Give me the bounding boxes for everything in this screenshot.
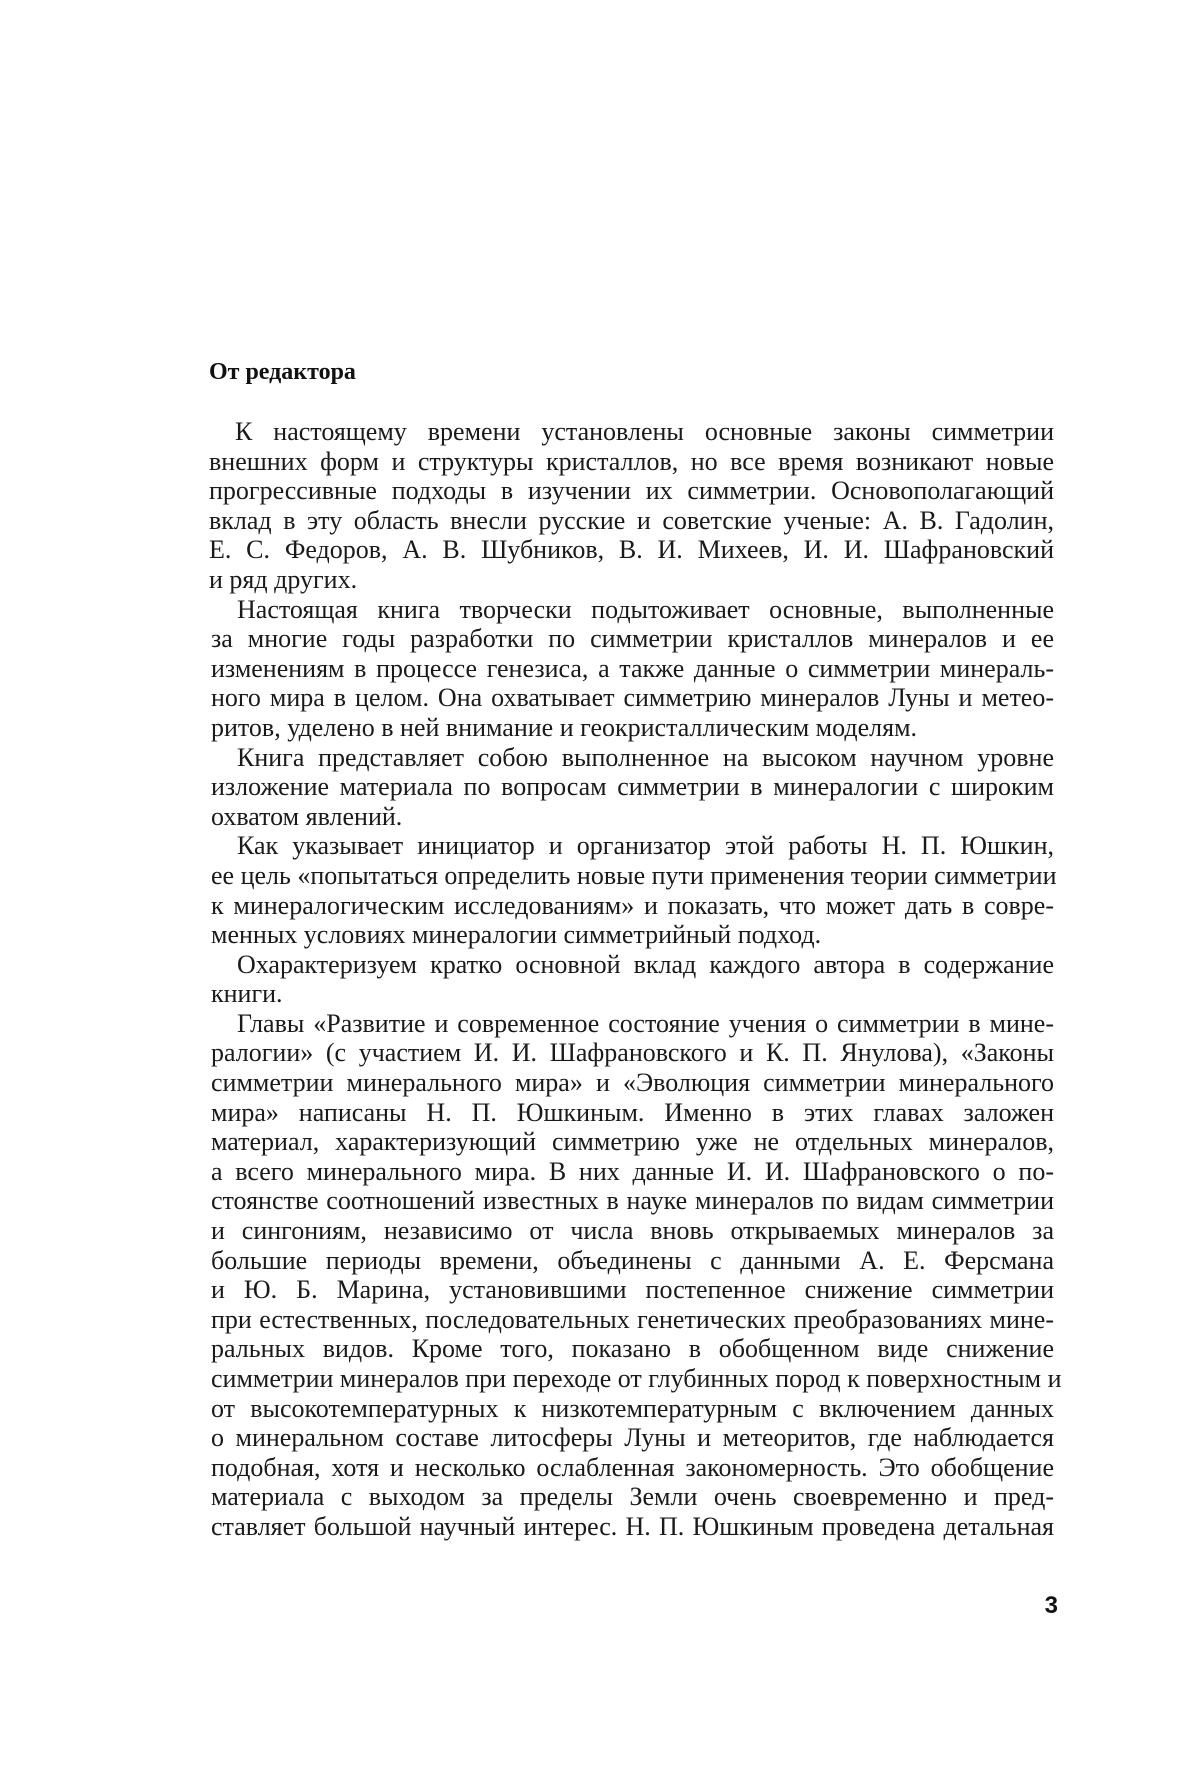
paragraph bbox=[209, 595, 1054, 743]
paragraph bbox=[209, 743, 1054, 832]
text-line: прогрессивные подходы в изучении их симметрии. Основополагающий bbox=[209, 476, 1054, 506]
body-text bbox=[209, 417, 1054, 1542]
text-line: ставляет большой научный интерес. Н. П. Юшкиным проведена детальная bbox=[209, 1512, 1054, 1542]
paragraph bbox=[209, 1009, 1054, 1542]
text-line: подобная, хотя и несколько ослабленная закономерность. Это обобщение bbox=[209, 1453, 1054, 1483]
text-line: симметрии минералов при переходе от глубинных пород к поверхностным и bbox=[209, 1364, 1054, 1394]
document-page bbox=[0, 0, 1200, 1790]
page-number: 3 bbox=[1036, 1592, 1058, 1620]
text-line: изменениям в процессе генезиса, а также данные о симметрии минераль- bbox=[209, 654, 1054, 684]
text-line: и ряд других. bbox=[209, 565, 1054, 595]
text-line: Книга представляет собою выполненное на высоком научном уровне bbox=[209, 743, 1054, 773]
text-line: внешних форм и структуры кристаллов, но все время возникают новые bbox=[209, 447, 1054, 477]
text-line: и сингониям, независимо от числа вновь открываемых минералов за bbox=[209, 1216, 1054, 1246]
text-line: изложение материала по вопросам симметрии в минералогии с широким bbox=[209, 772, 1054, 802]
paragraph bbox=[209, 417, 1054, 595]
text-line: К настоящему времени установлены основные законы симметрии bbox=[209, 417, 1054, 447]
text-line: ритов, уделено в ней внимание и геокристаллическим моделям. bbox=[209, 713, 1054, 743]
text-line: материала с выходом за пределы Земли очень своевременно и пред- bbox=[209, 1482, 1054, 1512]
text-line: о минеральном составе литосферы Луны и метеоритов, где наблюдается bbox=[209, 1423, 1054, 1453]
text-line: при естественных, последовательных генетических преобразованиях мине- bbox=[209, 1305, 1054, 1335]
text-line: ее цель «попытаться определить новые пути применения теории симметрии bbox=[209, 861, 1054, 891]
text-line: мира» написаны Н. П. Юшкиным. Именно в этих главах заложен bbox=[209, 1098, 1054, 1128]
text-line: вклад в эту область внесли русские и советские ученые: А. В. Гадолин, bbox=[209, 506, 1054, 536]
text-line: Главы «Развитие и современное состояние учения о симметрии в мине- bbox=[209, 1009, 1054, 1039]
text-line: к минералогическим исследованиям» и показать, что может дать в совре- bbox=[209, 891, 1054, 921]
text-line: охватом явлений. bbox=[209, 802, 1054, 832]
text-line: Настоящая книга творчески подытоживает основные, выполненные bbox=[209, 595, 1054, 625]
text-line: Охарактеризуем кратко основной вклад каждого автора в содержание bbox=[209, 950, 1054, 980]
text-line: ного мира в целом. Она охватывает симметрию минералов Луны и метео- bbox=[209, 683, 1054, 713]
text-line: менных условиях минералогии симметрийный подход. bbox=[209, 920, 1054, 950]
text-line: и Ю. Б. Марина, установившими постепенное снижение симметрии bbox=[209, 1275, 1054, 1305]
text-line: а всего минерального мира. В них данные И. И. Шафрановского о по- bbox=[209, 1157, 1054, 1187]
text-line: за многие годы разработки по симметрии кристаллов минералов и ее bbox=[209, 624, 1054, 654]
page-heading: От редактора bbox=[209, 357, 356, 387]
text-line: стоянстве соотношений известных в науке минералов по видам симметрии bbox=[209, 1186, 1054, 1216]
paragraph bbox=[209, 950, 1054, 1009]
text-line: большие периоды времени, объединены с данными А. Е. Ферсмана bbox=[209, 1246, 1054, 1276]
text-line: Е. С. Федоров, А. В. Шубников, В. И. Михеев, И. И. Шафрановский bbox=[209, 535, 1054, 565]
text-line: Как указывает инициатор и организатор этой работы Н. П. Юшкин, bbox=[209, 831, 1054, 861]
text-line: материал, характеризующий симметрию уже не отдельных минералов, bbox=[209, 1127, 1054, 1157]
text-line: симметрии минерального мира» и «Эволюция симметрии минерального bbox=[209, 1068, 1054, 1098]
text-line: от высокотемпературных к низкотемпературным с включением данных bbox=[209, 1394, 1054, 1424]
paragraph bbox=[209, 831, 1054, 949]
text-line: ральных видов. Кроме того, показано в обобщенном виде снижение bbox=[209, 1334, 1054, 1364]
text-line: ралогии» (с участием И. И. Шафрановского и К. П. Янулова), «Законы bbox=[209, 1038, 1054, 1068]
text-line: книги. bbox=[209, 979, 1054, 1009]
